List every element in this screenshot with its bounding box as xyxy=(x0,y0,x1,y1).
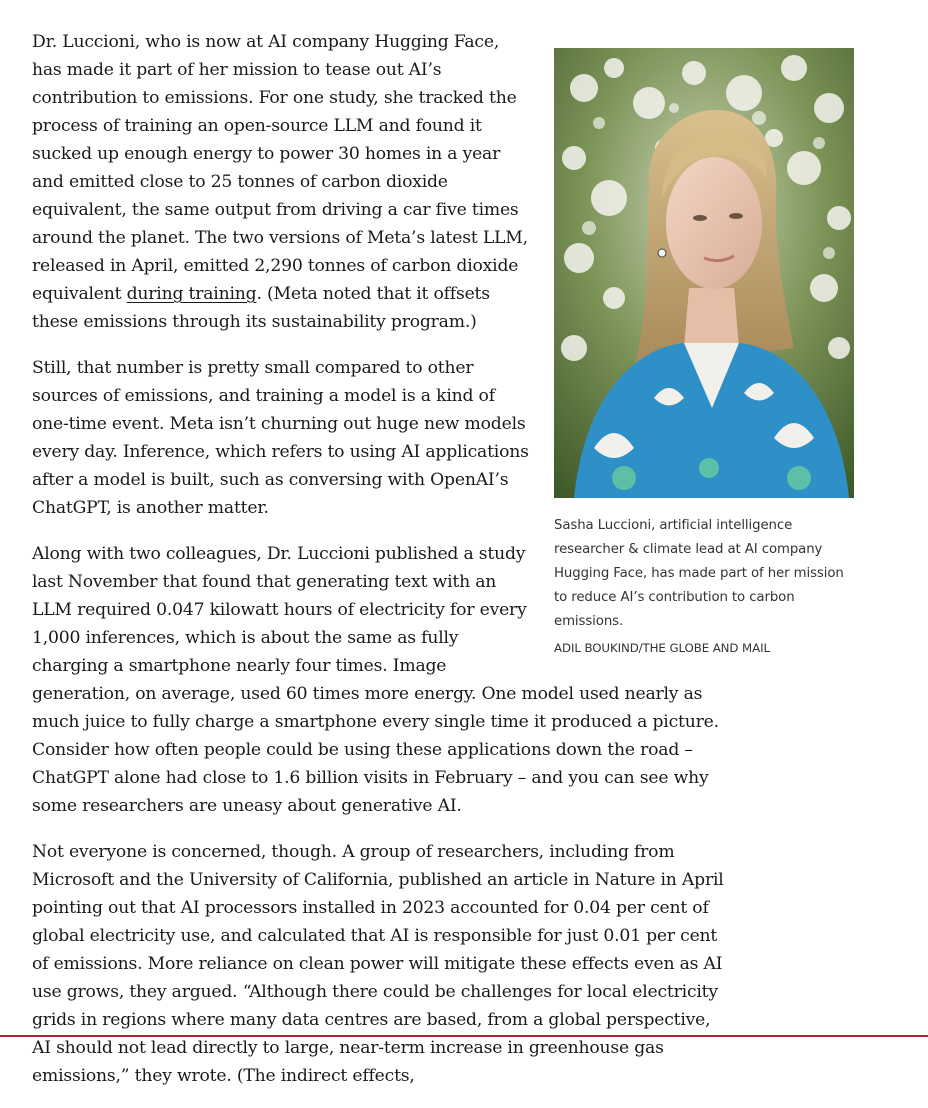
paragraph-1 xyxy=(32,28,532,336)
paragraph-2: Still, that number is pretty small compared to other sources of emissions, and training a model is a kind of one-time event. Meta isn’t churning out huge new models every day. Inference, which refers to using AI applications after a model is built, such as conversing with OpenAI’s ChatGPT, is another matter. xyxy=(32,358,529,518)
paragraph-4: Not everyone is concerned, though. A group of researchers, including from Microsoft and the University of California, published an article in Nature in April pointing out that AI processors installed in 2023 accounted for 0.04 per cent of global electricity use, and calculated that AI is responsible for just 0.01 per cent of emissions. More reliance on clean power will mitigate these effects even as AI use grows, they argued. “Although there could be challenges for local electricity grids in regions where many data centres are based, from a global perspective, AI should not lead directly to large, near-term increase in greenhouse gas emissions,” they wrote. (The indirect effects, xyxy=(32,842,724,1086)
photo-caption: Sasha Luccioni, artificial intelligence researcher & climate lead at AI company Hugging Face, has made part of her mission to reduce AI’s contribution to carbon emissions. xyxy=(554,518,844,629)
portrait-illustration xyxy=(554,48,854,498)
paragraph-1-text-before: Dr. Luccioni, who is now at AI company Hugging Face, has made it part of her mission to tease out AI’s contribution to emissions. For one study, she tracked the process of training an open-source LLM and found it sucked up enough energy to power 30 homes in a year and emitted close to 25 tonnes of carbon dioxide equivalent, the same output from driving a car five times around the planet. The two versions of Meta’s latest LLM, released in April, emitted 2,290 tonnes of carbon dioxide equivalent xyxy=(32,32,528,304)
during-training-link[interactable]: during training xyxy=(126,284,257,304)
article-figure xyxy=(554,48,854,658)
paragraph-3: Along with two colleagues, Dr. Luccioni published a study last November that found that generating text with an LLM required 0.047 kilowatt hours of electricity for every 1,000 inferences, which is about the same as fully charging a smartphone nearly four times. Image generation, on average, used 60 times more energy. One model used nearly as much juice to fully charge a smartphone every single time it produced a picture. Consider how often people could be using these applications down the road – ChatGPT alone had close to 1.6 billion visits in February – and you can see why some researchers are uneasy about generative AI. xyxy=(32,544,719,816)
photo-credit: ADIL BOUKIND/THE GLOBE AND MAIL xyxy=(554,641,770,655)
portrait-photo[interactable] xyxy=(554,48,854,498)
article-body xyxy=(32,28,844,1108)
paragraph-1-text-after: . (Meta noted that it offsets these emissions through its sustainability program.) xyxy=(32,284,490,332)
